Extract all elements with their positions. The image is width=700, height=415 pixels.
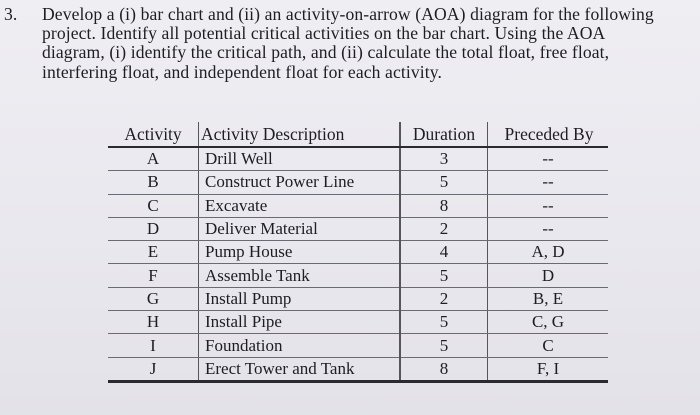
table-row [108, 147, 608, 171]
table-row [108, 287, 608, 310]
table-row [108, 194, 608, 217]
table-header-row [108, 122, 608, 147]
cell-description: Construct Power Line [199, 171, 401, 194]
problem-number: 3. [4, 4, 18, 24]
header-description: Activity Description [199, 122, 401, 147]
cell-description: Erect Tower and Tank [199, 357, 401, 381]
cell-activity: B [108, 171, 199, 194]
cell-description: Assemble Tank [199, 264, 401, 287]
header-duration: Duration [400, 122, 488, 147]
table-body [108, 147, 608, 381]
problem-text: Develop a (i) bar chart and (ii) an activity-on-arrow (AOA) diagram for the following [42, 4, 654, 24]
cell-activity: H [108, 311, 199, 334]
header-activity: Activity [108, 122, 199, 147]
cell-description: Drill Well [199, 147, 401, 171]
cell-preceded-by: -- [488, 171, 609, 194]
cell-preceded-by: -- [488, 194, 609, 217]
cell-preceded-by: C, G [488, 311, 609, 334]
cell-preceded-by: F, I [488, 357, 609, 381]
table-row [108, 171, 608, 194]
cell-duration: 8 [400, 194, 488, 217]
table-row [108, 217, 608, 240]
cell-activity: E [108, 241, 199, 264]
cell-duration: 8 [400, 357, 488, 381]
table-row [108, 311, 608, 334]
cell-description: Pump House [199, 241, 401, 264]
cell-description: Foundation [199, 334, 401, 357]
problem-line-2: project. Identify all potential critical activities on the bar chart. Using the AOA [42, 23, 606, 44]
cell-activity: F [108, 264, 199, 287]
cell-duration: 2 [400, 287, 488, 310]
cell-duration: 5 [400, 264, 488, 287]
cell-preceded-by: D [488, 264, 609, 287]
cell-description: Install Pump [199, 287, 401, 310]
cell-preceded-by: -- [488, 147, 609, 171]
table-row [108, 357, 608, 381]
activity-table [108, 122, 608, 383]
cell-activity: I [108, 334, 199, 357]
cell-description: Excavate [199, 194, 401, 217]
cell-duration: 2 [400, 217, 488, 240]
problem-line-1 [4, 5, 696, 24]
cell-duration: 5 [400, 311, 488, 334]
cell-preceded-by: B, E [488, 287, 609, 310]
cell-description: Install Pipe [199, 311, 401, 334]
cell-activity: A [108, 147, 199, 171]
header-preceded-by: Preceded By [488, 122, 609, 147]
cell-duration: 5 [400, 334, 488, 357]
cell-preceded-by: C [488, 334, 609, 357]
cell-activity: D [108, 217, 199, 240]
problem-statement [4, 5, 696, 82]
table-row [108, 334, 608, 357]
problem-line-4: interfering float, and independent float for each activity. [42, 61, 442, 82]
cell-activity: C [108, 194, 199, 217]
cell-duration: 3 [400, 147, 488, 171]
cell-preceded-by: A, D [488, 241, 609, 264]
table-row [108, 241, 608, 264]
cell-duration: 5 [400, 171, 488, 194]
cell-activity: G [108, 287, 199, 310]
cell-description: Deliver Material [199, 217, 401, 240]
cell-activity: J [108, 357, 199, 381]
problem-line-3: diagram, (i) identify the critical path, and (ii) calculate the total float, free float, [42, 42, 610, 63]
cell-preceded-by: -- [488, 217, 609, 240]
cell-duration: 4 [400, 241, 488, 264]
table-row [108, 264, 608, 287]
